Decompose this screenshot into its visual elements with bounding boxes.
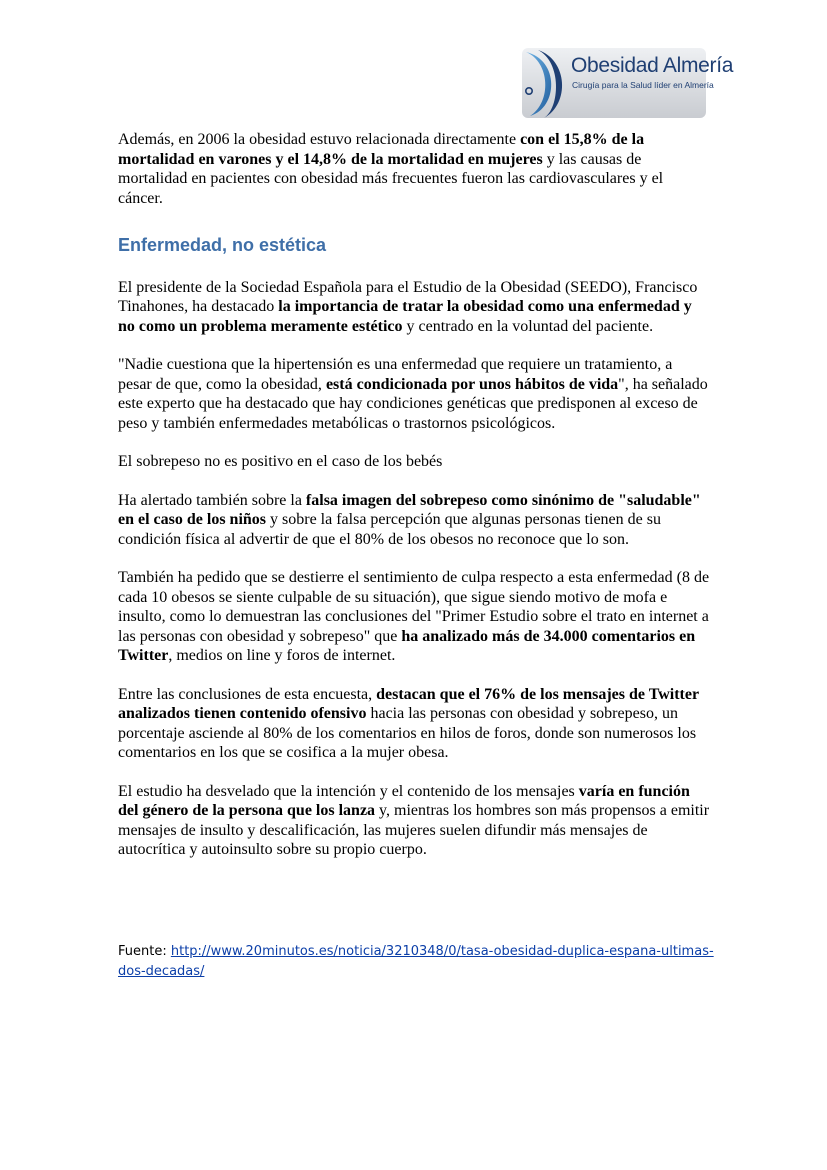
text: "Nadie cuestiona que la hipertensión es una enfermedad que requiere un tratamiento, a pesar de que, como la obesidad, <box>118 356 673 393</box>
paragraph-twitter <box>118 685 710 763</box>
paragraph-gender <box>118 782 710 860</box>
bold-text: destacan que el 76% de los mensajes de Twitter analizados tienen contenido ofensivo <box>118 685 699 722</box>
bold-text: la importancia de tratar la obesidad como una enfermedad y no como un problema meramente estético <box>118 298 692 335</box>
bold-text: con el 15,8% de la mortalidad en varones y el 14,8% de la mortalidad en mujeres <box>118 131 645 168</box>
paragraph-quote <box>118 355 710 433</box>
bold-text: está condicionada por unos hábitos de vida <box>325 375 619 393</box>
bold-text: falsa imagen del sobrepeso como sinónimo de "saludable" en el caso de los niños <box>118 491 701 528</box>
text: ", ha señalado este experto que ha destacado que hay condiciones genéticas que predisponen al exceso de peso y también enfermedades metabólicas o trastornos psicológicos. <box>118 375 708 432</box>
source-line <box>118 942 718 982</box>
text: y, mientras los hombres son más propensos a emitir mensajes de insulto y descalificación, las mujeres suelen difundir más mensajes de autocrítica y autoinsulto sobre su propio cuerpo. <box>118 802 710 858</box>
paragraph-mortality <box>118 130 710 208</box>
paragraph-babies: El sobrepeso no es positivo en el caso de los bebés <box>118 453 443 470</box>
text: y sobre la falsa percepción que algunas personas tienen de su condición física al advertir de que el 80% de los obesos no reconoce que lo son. <box>118 511 661 548</box>
paragraph-seedo <box>118 278 710 337</box>
text: y las causas de mortalidad en pacientes con obesidad más frecuentes fueron las cardiovasculares y el cáncer. <box>118 150 664 207</box>
source-link[interactable]: http://www.20minutos.es/noticia/3210348/0/tasa-obesidad-duplica-espana-ultimas-dos-decadas/ <box>118 944 714 979</box>
bold-text: ha analizado más de 34.000 comentarios en Twitter <box>118 627 696 664</box>
text: El presidente de la Sociedad Española para el Estudio de la Obesidad (SEEDO), Francisco Tinahones, ha destacado <box>118 278 698 315</box>
source-label: Fuente: <box>118 944 171 959</box>
bold-text: varía en función del género de la persona que los lanza <box>118 782 690 819</box>
text: hacia las personas con obesidad y sobrepeso, un porcentaje asciende al 80% de los comentarios en hilos de foros, donde son numerosos los comentarios en los que se cosifica a la mujer obesa. <box>118 705 697 761</box>
text: También ha pedido que se destierre el sentimiento de culpa respecto a esta enfermedad (8 de cada 10 obesos se siente culpable de su situación), que sigue siendo motivo de mofa e insulto, como lo demuestran las conclusiones del "Primer Estudio sobre el trato en internet a las personas con obesidad y sobrepeso" que <box>118 569 710 645</box>
text: Ha alertado también sobre la <box>118 491 306 509</box>
paragraph-children <box>118 491 710 550</box>
text: Además, en 2006 la obesidad estuvo relacionada directamente <box>118 131 521 148</box>
paragraph-guilt <box>118 568 710 666</box>
section-heading: Enfermedad, no estética <box>118 235 327 255</box>
text: El estudio ha desvelado que la intención y el contenido de los mensajes <box>118 782 579 800</box>
text: y centrado en la voluntad del paciente. <box>402 317 654 335</box>
text: , medios on line y foros de internet. <box>168 647 396 664</box>
logo-name: Obesidad Almería <box>571 54 734 77</box>
article-body <box>118 130 710 879</box>
logo-tagline: Cirugía para la Salud líder en Almería <box>572 80 714 90</box>
text: Entre las conclusiones de esta encuesta, <box>118 685 377 703</box>
